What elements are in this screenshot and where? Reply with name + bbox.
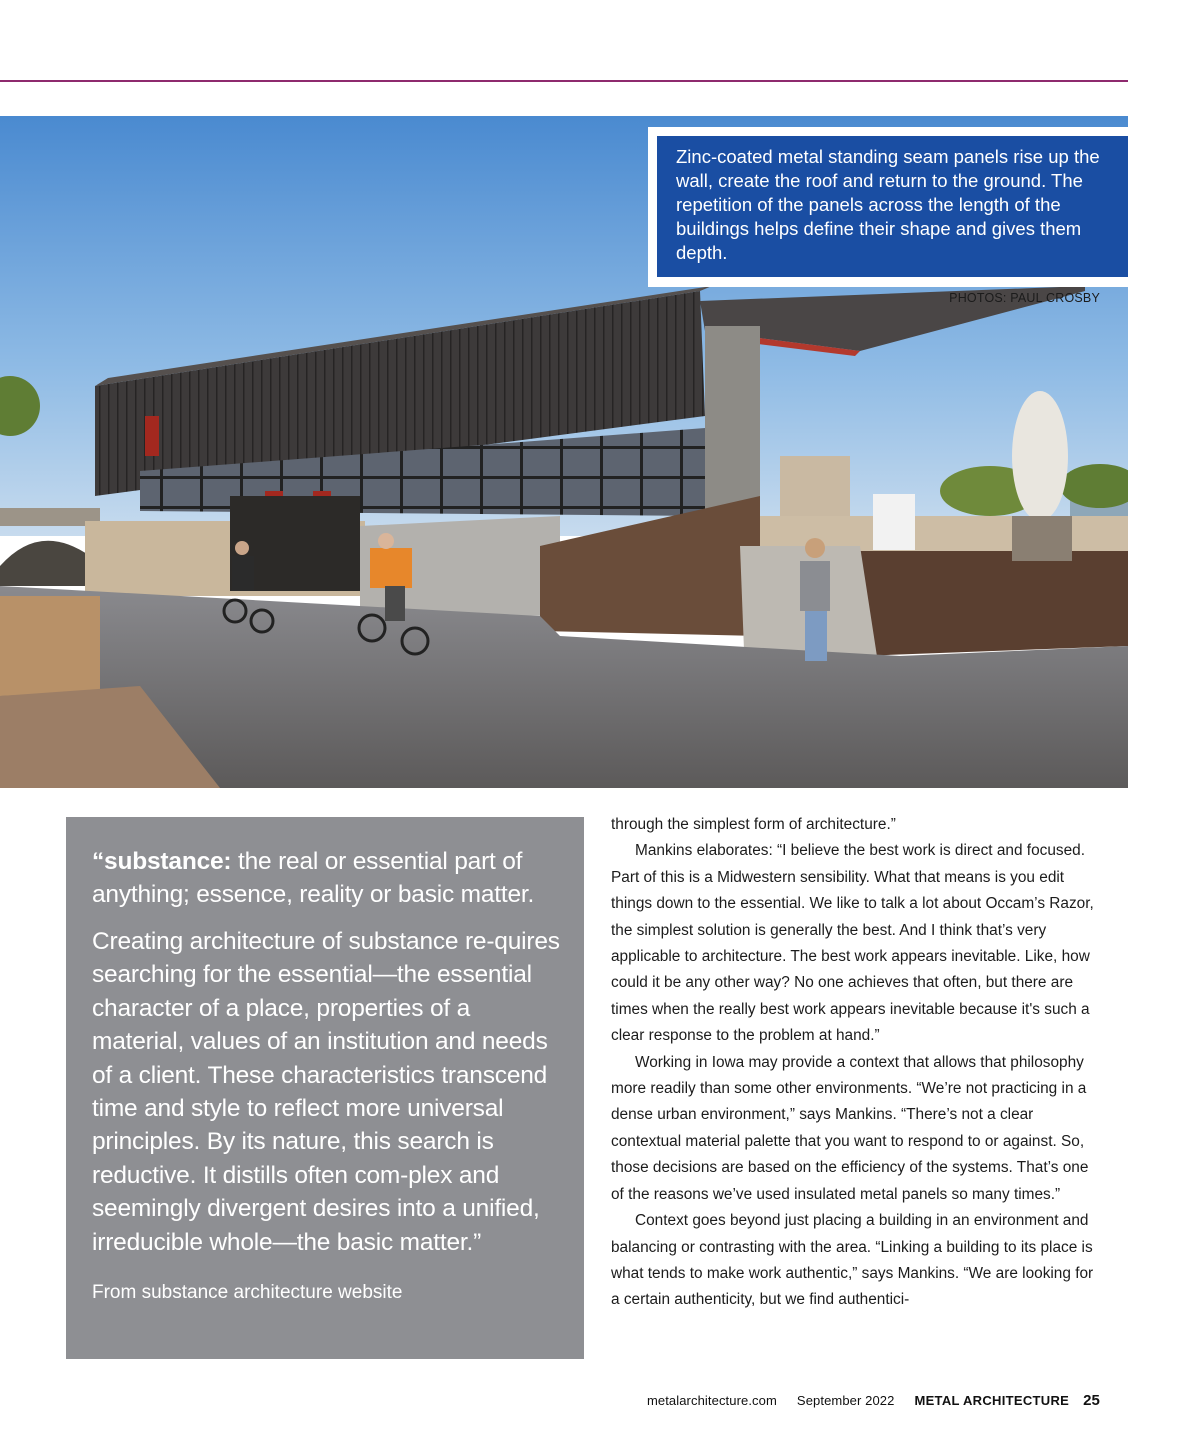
article-paragraph: Working in Iowa may provide a context that allows that philosophy more readily than some other environments. “We’re not practicing in a dense urban environment,” says Mankins. “There’s not a clear contextual material palette that you want to respond to or against. So, those decisions are based on the efficiency of the systems. That’s one of the reasons we’ve used insulated metal panels so many times.” bbox=[611, 1053, 1089, 1203]
photo-caption-box bbox=[648, 127, 1135, 287]
article-body bbox=[611, 812, 1103, 1314]
page-footer bbox=[647, 1392, 1100, 1409]
page-number: 25 bbox=[1083, 1392, 1100, 1409]
footer-website: metalarchitecture.com bbox=[646, 1393, 777, 1408]
article-paragraph: Mankins elaborates: “I believe the best work is direct and focused. Part of this is a Midwestern sensibility. What that means is you edit things down to the essential. We like to talk a lot about Occam’s Razor, the simplest solution is generally the best. And I think that’s very applicable to architecture. The best work appears inevitable. Like, how could it be any other way? No one achieves that often, but there are times when the really best work appears inevitable because it's such a clear response to the problem at hand.” bbox=[611, 842, 1094, 1045]
footer-publication: METAL ARCHITECTURE bbox=[914, 1393, 1070, 1408]
pullquote-definition bbox=[92, 845, 560, 911]
article-paragraph: through the simplest form of architecture.” bbox=[611, 816, 896, 833]
photo-caption: Zinc-coated metal standing seam panels rise up the wall, create the roof and return to the ground. The repetition of the panels across the length of the buildings helps define their shape and gives them depth. bbox=[657, 136, 1128, 277]
photo-credit: PHOTOS: PAUL CROSBY bbox=[949, 291, 1100, 305]
top-rule bbox=[0, 80, 1128, 82]
pullquote-term: “substance: bbox=[92, 848, 232, 875]
footer-issue: September 2022 bbox=[796, 1393, 895, 1408]
pullquote-box bbox=[66, 817, 584, 1359]
pullquote-definition-text: the real or essential part of anything; essence, reality or basic matter. bbox=[92, 848, 535, 908]
article-paragraph: Context goes beyond just placing a building in an environment and balancing or contrasting with the area. “Linking a building to its place is what tends to make work authentic,” says Mankins. “We are looking for a certain authenticity, but we find authentici- bbox=[611, 1212, 1094, 1309]
pullquote-source: From substance architecture website bbox=[92, 1282, 403, 1304]
pullquote-body: Creating architecture of substance re-quires searching for the essential—the essential character of a place, properties of a material, values of an institution and needs of a client. These characteristics transcend time and style to reflect more universal principles. By its nature, this search is reductive. It distills often com-plex and seemingly divergent desires into a unified, irreducible whole—the basic matter.” bbox=[92, 928, 560, 1256]
